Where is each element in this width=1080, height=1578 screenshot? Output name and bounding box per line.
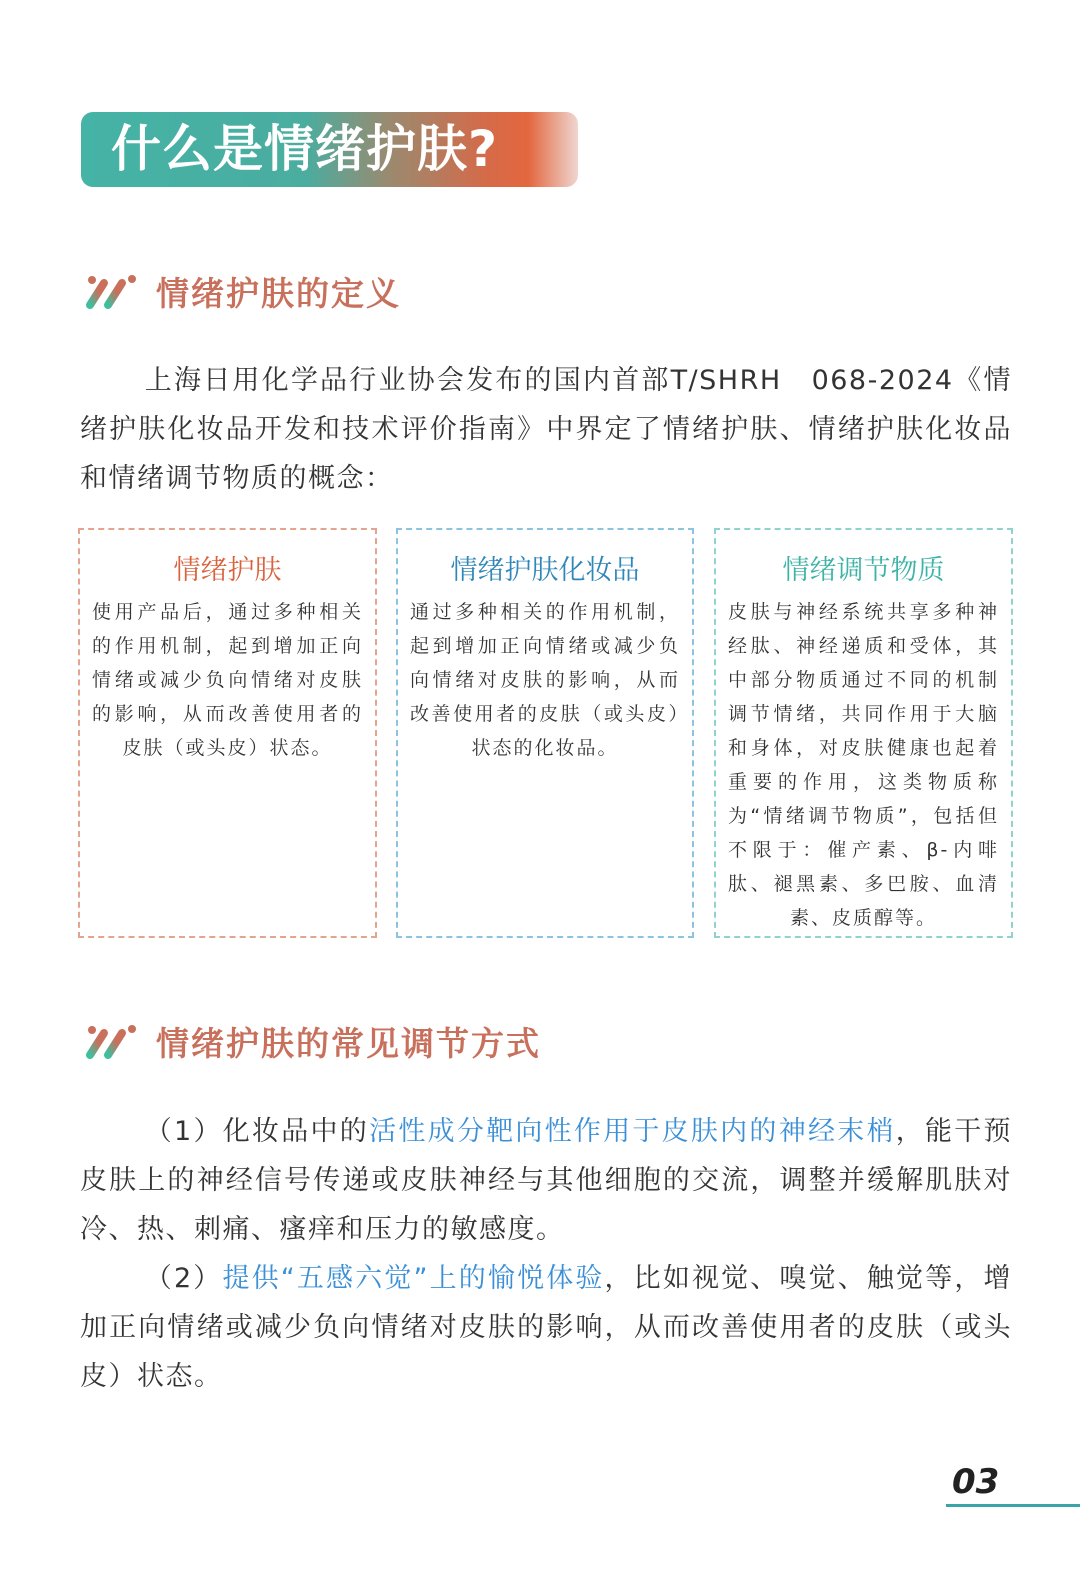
box-title: 情绪护肤 (173, 555, 282, 586)
definition-box-emotional-skincare (78, 528, 377, 938)
method-paragraph-2 (80, 1254, 1012, 1401)
highlight-text: 活性成分靶向性作用于皮肤内的神经末梢 (369, 1116, 896, 1147)
section-heading-methods (84, 1016, 541, 1066)
definition-box-emotional-cosmetics (396, 528, 694, 938)
text: （1）化妆品中的 (144, 1116, 370, 1147)
box-text: 皮肤与神经系统共享多种神经肽、神经递质和受体，其中部分物质通过不同的机制调节情绪，共同作用于大脑和身体，对皮肤健康也起着重要的作用，这类物质称为“情绪调节物质”，包括但不限于：催产素、β-内啡肽、褪黑素、多巴胺、血清素、皮质醇等。 (728, 601, 999, 929)
box-text: 使用产品后，通过多种相关的作用机制，起到增加正向情绪或减少负向情绪对皮肤的影响，从而改善使用者的皮肤（或头皮）状态。 (92, 601, 363, 759)
section-heading-text: 情绪护肤的定义 (156, 273, 401, 313)
intro-paragraph: 上海日用化学品行业协会发布的国内首部T/SHRH 068-2024《情绪护肤化妆品开发和技术评价指南》中界定了情绪护肤、情绪护肤化妆品和情绪调节物质的概念： (80, 365, 1012, 494)
text: ，能干预皮肤上的神经信号传递或皮肤神经与其他细胞的交流，调整并缓解肌肤对冷、热、刺痛、瘙痒和压力的敏感度。 (80, 1116, 1013, 1245)
stripes-icon (84, 271, 142, 311)
box-title: 情绪调节物质 (782, 555, 945, 586)
stripes-icon (84, 1021, 142, 1061)
page-title-banner: 什么是情绪护肤? (81, 112, 578, 187)
method-paragraph-1 (80, 1107, 1012, 1254)
box-title: 情绪护肤化妆品 (450, 555, 640, 586)
text: （2） (144, 1263, 223, 1294)
page-number-underline (946, 1504, 1080, 1507)
section-heading-text: 情绪护肤的常见调节方式 (156, 1023, 541, 1063)
definition-box-mood-substances (714, 528, 1013, 938)
section-heading-definition (84, 266, 401, 316)
page-number: 03 (952, 1462, 1000, 1502)
highlight-text: 提供“五感六觉”上的愉悦体验 (222, 1263, 605, 1294)
box-text: 通过多种相关的作用机制，起到增加正向情绪或减少负向情绪对皮肤的影响，从而改善使用者的皮肤（或头皮）状态的化妆品。 (410, 601, 680, 759)
text: ，比如视觉、嗅觉、触觉等，增加正向情绪或减少负向情绪对皮肤的影响，从而改善使用者的皮肤（或头皮）状态。 (80, 1263, 1012, 1392)
